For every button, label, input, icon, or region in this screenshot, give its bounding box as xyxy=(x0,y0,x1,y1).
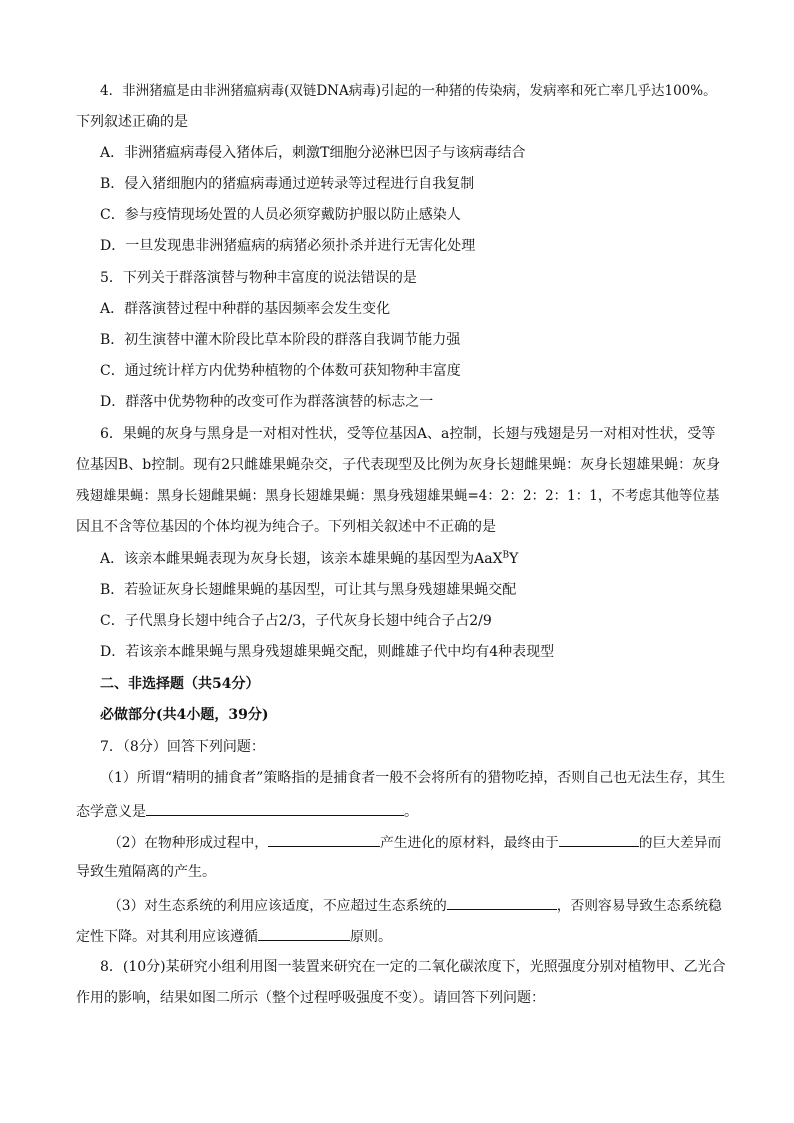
q6-option-b: B．若验证灰身长翅雌果蝇的基因型，可让其与黑身残翅雄果蝇交配 xyxy=(100,582,517,598)
q6-option-d: D．若该亲本雌果蝇与黑身残翅雄果蝇交配，则雌雄子代中均有4种表现型 xyxy=(100,644,555,660)
q7-part3-text-c: 定性下降。对其利用应该遵循 xyxy=(76,929,258,945)
q7-stem: 7．（8分）回答下列问题： xyxy=(100,739,265,755)
q7-part1-end: 。 xyxy=(404,804,418,820)
q5-stem: 5．下列关于群落演替与物种丰富度的说法错误的是 xyxy=(100,270,417,286)
q5-option-d: D．群落中优势物种的改变可作为群落演替的标志之一 xyxy=(100,394,434,410)
q7-part3-text-a: （3）对生态系统的利用应该适度，不应超过生态系统的 xyxy=(108,898,447,914)
q7-part3-line-2 xyxy=(76,925,392,947)
q6-option-c: C．子代黑身长翅中纯合子占2/3，子代灰身长翅中纯合子占2/9 xyxy=(100,613,492,629)
q4-option-c: C．参与疫情现场处置的人员必须穿戴防护服以防止感染人 xyxy=(100,207,461,223)
section-sub-heading: 必做部分(共4小题，39分) xyxy=(100,707,269,723)
q5-option-a: A．群落演替过程中种群的基因频率会发生变化 xyxy=(100,301,391,317)
q6-option-a-suffix: Y xyxy=(509,551,519,567)
q7-part3-text-b: ，否则容易导致生态系统稳 xyxy=(556,898,722,914)
answer-blank-1[interactable] xyxy=(146,800,404,816)
answer-blank-4[interactable] xyxy=(447,894,557,910)
q4-stem-line-1: 4．非洲猪瘟是由非洲猪瘟病毒(双链DNA病毒)引起的一种猪的传染病，发病率和死亡率几乎达100%。 xyxy=(100,83,717,99)
answer-blank-2[interactable] xyxy=(268,831,380,847)
q6-option-a-text: A．该亲本雌果蝇表现为灰身长翅，该亲本雄果蝇的基因型为AaX xyxy=(100,551,503,567)
q7-part1-text: 态学意义是 xyxy=(76,804,146,820)
q7-part3-line-1 xyxy=(108,894,722,916)
q7-part1-line-1: （1）所谓“精明的捕食者”策略指的是捕食者一般不会将所有的猎物吃掉，否则自己也无法生存，其生 xyxy=(100,770,726,786)
q6-stem-line-1: 6．果蝇的灰身与黑身是一对相对性状，受等位基因A、a控制，长翅与残翅是另一对相对性状，受等 xyxy=(100,426,716,442)
q6-stem-line-3: 残翅雄果蝇：黑身长翅雌果蝇：黑身长翅雄果蝇：黑身残翅雄果蝇=4：2：2：2：1：1，不考虑其他等位基 xyxy=(76,488,720,504)
q7-part2-text-b: 产生进化的原材料，最终由于 xyxy=(380,835,559,851)
q7-part2-text-a: （2）在物种形成过程中， xyxy=(108,835,268,851)
q5-option-b: B．初生演替中灌木阶段比草本阶段的群落自我调节能力强 xyxy=(100,332,461,348)
q7-part2-text-c: 的巨大差异而 xyxy=(638,835,722,851)
section-heading: 二、非选择题（共54分） xyxy=(100,676,260,692)
q7-part1-line-2 xyxy=(76,800,418,822)
q6-stem-line-4: 因且不含等位基因的个体均视为纯合子。下列相关叙述中不正确的是 xyxy=(76,519,496,535)
q7-part2-line-1 xyxy=(108,831,721,853)
q7-part3-text-d: 原则。 xyxy=(350,929,392,945)
q5-option-c: C．通过统计样方内优势种植物的个体数可获知物种丰富度 xyxy=(100,363,461,379)
answer-blank-3[interactable] xyxy=(559,831,639,847)
q4-stem-line-2: 下列叙述正确的是 xyxy=(76,114,188,130)
q6-option-a-superscript: B xyxy=(502,550,510,561)
q4-option-d: D．一旦发现患非洲猪瘟病的病猪必须扑杀并进行无害化处理 xyxy=(100,238,476,254)
q6-stem-line-2: 位基因B、b控制。现有2只雌雄果蝇杂交，子代表现型及比例为灰身长翅雌果蝇：灰身长翅雄果蝇：灰身 xyxy=(76,457,721,473)
q7-part2-line-2: 导致生殖隔离的产生。 xyxy=(76,864,216,880)
q8-stem-line-1: 8．(10分)某研究小组利用图一装置来研究在一定的二氧化碳浓度下，光照强度分别对植物甲、乙光合 xyxy=(100,959,726,975)
q6-option-a xyxy=(100,549,518,569)
q4-option-b: B．侵入猪细胞内的猪瘟病毒通过逆转录等过程进行自我复制 xyxy=(100,176,475,192)
q8-stem-line-2: 作用的影响，结果如图二所示（整个过程呼吸强度不变）。请回答下列问题： xyxy=(76,990,545,1006)
answer-blank-5[interactable] xyxy=(258,925,350,941)
q4-option-a: A．非洲猪瘟病毒侵入猪体后，刺激T细胞分泌淋巴因子与该病毒结合 xyxy=(100,145,526,161)
